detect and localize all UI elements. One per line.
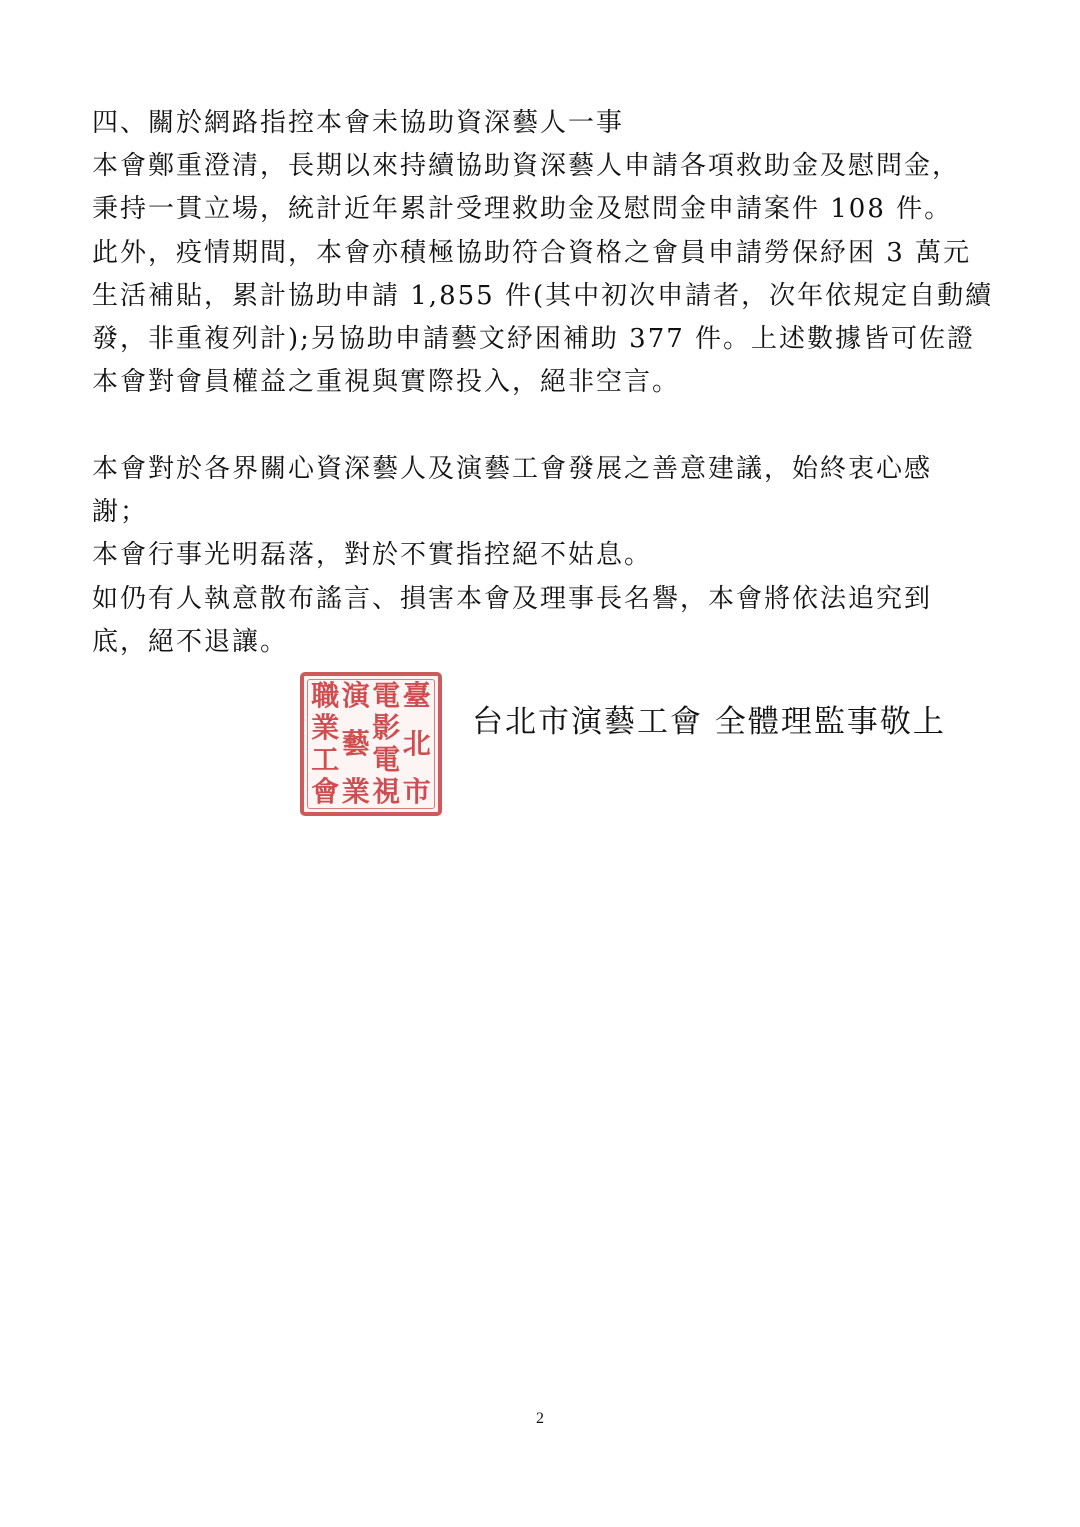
seal-character: 影	[372, 711, 401, 744]
seal-character: 臺	[402, 679, 431, 712]
seal-character: 職	[311, 679, 340, 712]
paragraph-line: 發，非重複列計);另協助申請藝文紓困補助 377 件。上述數據皆可佐證	[92, 324, 976, 354]
signature-line: 台北市演藝工會 全體理監事敬上	[472, 704, 946, 740]
seal-column	[371, 679, 402, 808]
union-seal-stamp	[300, 672, 442, 816]
seal-column	[402, 679, 433, 808]
seal-character: 北	[402, 727, 431, 760]
paragraph-line: 本會對於各界關心資深藝人及演藝工會發展之善意建議，始終衷心感	[92, 454, 933, 484]
paragraph-line: 秉持一貫立場，統計近年累計受理救助金及慰問金申請案件 108 件。	[92, 194, 953, 224]
paragraph-line: 本會鄭重澄清，長期以來持續協助資深藝人申請各項救助金及慰問金，	[92, 151, 961, 181]
seal-column	[310, 679, 341, 808]
seal-character: 工	[311, 743, 340, 776]
seal-character: 電	[372, 743, 401, 776]
seal-character: 會	[311, 775, 340, 808]
seal-character: 市	[402, 775, 431, 808]
paragraph-line: 本會對會員權益之重視與實際投入，絕非空言。	[92, 367, 681, 397]
paragraph-line: 生活補貼，累計協助申請 1,855 件(其中初次申請者，次年依規定自動續	[92, 281, 994, 311]
seal-character: 演	[341, 679, 370, 712]
paragraph-line: 如仍有人執意散布謠言、損害本會及理事長名譽，本會將依法追究到	[92, 584, 933, 614]
paragraph-line: 謝；	[92, 497, 149, 527]
seal-character: 藝	[341, 727, 370, 760]
seal-character: 視	[372, 775, 401, 808]
paragraph-line: 本會行事光明磊落，對於不實指控絕不姑息。	[92, 540, 653, 570]
seal-character: 業	[311, 711, 340, 744]
page-number: 2	[536, 1410, 544, 1427]
paragraph-line: 底，絕不退讓。	[92, 627, 289, 657]
paragraph-line: 此外，疫情期間，本會亦積極協助符合資格之會員申請勞保紓困 3 萬元	[92, 238, 972, 268]
seal-character: 業	[341, 775, 370, 808]
seal-column	[341, 679, 372, 808]
section-heading: 四、關於網路指控本會未協助資深藝人一事	[92, 108, 625, 138]
seal-characters	[310, 679, 432, 808]
seal-character: 電	[372, 679, 401, 712]
